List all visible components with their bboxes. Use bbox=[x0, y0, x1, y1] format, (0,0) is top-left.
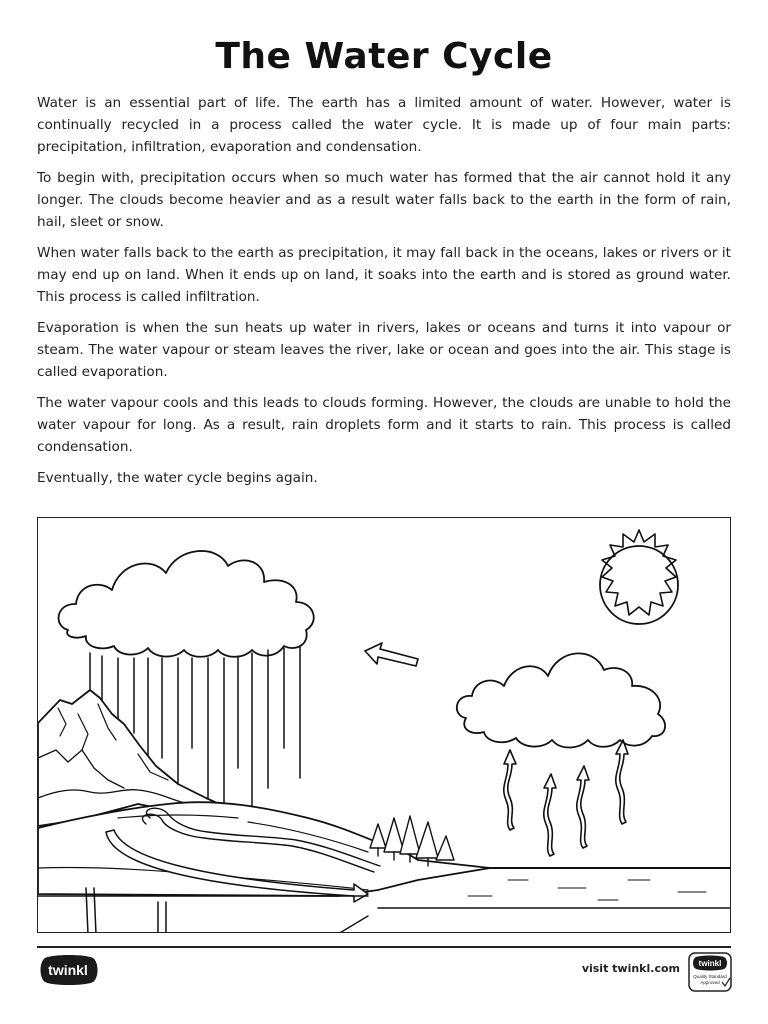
twinkl-logo bbox=[37, 954, 99, 986]
water-cycle-diagram bbox=[37, 517, 731, 933]
rain-cloud-icon bbox=[59, 551, 314, 657]
svg-text:Approved: Approved bbox=[700, 980, 720, 985]
svg-text:twinkl: twinkl bbox=[698, 959, 722, 968]
sun-icon bbox=[600, 530, 678, 624]
paragraph-evaporation: Evaporation is when the sun heats up water in rivers, lakes or oceans and turns it into vapour or steam. The water vapour or steam leaves the river, lake or ocean and goes into the air. This stage is called evaporation. bbox=[37, 320, 731, 380]
page-title: The Water Cycle bbox=[215, 36, 553, 77]
quality-badge bbox=[688, 952, 732, 992]
svg-text:Quality Standard: Quality Standard bbox=[693, 974, 727, 979]
arrow-left-icon bbox=[365, 643, 418, 666]
footer-divider bbox=[37, 946, 731, 948]
body-text bbox=[37, 92, 731, 498]
svg-text:twinkl: twinkl bbox=[48, 962, 88, 978]
paragraph-condensation: The water vapour cools and this leads to clouds forming. However, the clouds are unable to hold the water vapour for long. As a result, rain droplets form and it starts to rain. This process is called condensation. bbox=[37, 395, 731, 455]
paragraph-conclusion: Eventually, the water cycle begins again. bbox=[37, 470, 318, 486]
cloud-icon bbox=[457, 653, 665, 747]
paragraph-precipitation: To begin with, precipitation occurs when so much water has formed that the air cannot hold it any longer. The clouds become heavier and as a result water falls back to the earth in the form of rain, hail, sleet or snow. bbox=[37, 170, 731, 230]
paragraph-intro: Water is an essential part of life. The earth has a limited amount of water. However, water is continually recycled in a process called the water cycle. It is made up of four main parts: precipitation, infiltration, evaporation and condensation. bbox=[37, 95, 731, 155]
visit-link[interactable]: visit twinkl.com bbox=[581, 962, 680, 975]
vapour-arrow-icon bbox=[504, 740, 628, 856]
paragraph-infiltration: When water falls back to the earth as precipitation, it may fall back in the oceans, lakes or rivers or it may end up on land. When it ends up on land, it soaks into the earth and is stored as ground water. This process is called infiltration. bbox=[37, 245, 731, 305]
